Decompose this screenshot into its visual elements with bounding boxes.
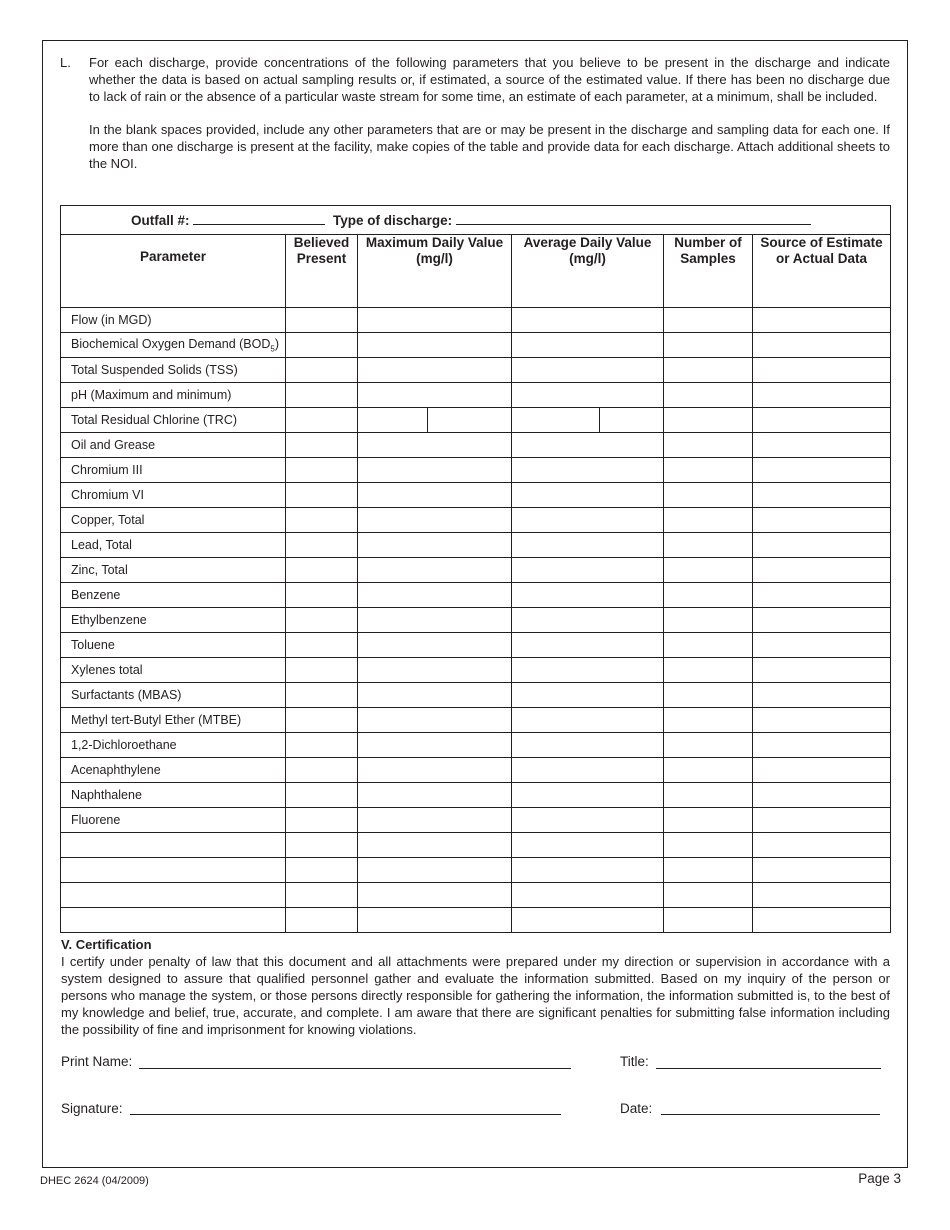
max-daily-a-cell[interactable] (358, 358, 512, 383)
parameter-name: pH (Maximum and minimum) (61, 383, 286, 408)
believed-present-cell[interactable] (286, 758, 358, 783)
table-row (61, 633, 891, 658)
avg-daily-a-cell[interactable] (512, 808, 664, 833)
number-of-samples-cell[interactable] (664, 758, 753, 783)
certification-heading: V. Certification (61, 937, 152, 952)
parameter-name: Naphthalene (61, 783, 286, 808)
believed-present-cell[interactable] (286, 483, 358, 508)
avg-daily-a-cell[interactable] (512, 583, 664, 608)
believed-present-cell[interactable] (286, 333, 358, 358)
number-of-samples-cell[interactable] (664, 383, 753, 408)
avg-daily-a-cell[interactable] (512, 333, 664, 358)
parameter-name: Xylenes total (61, 658, 286, 683)
table-row (61, 433, 891, 458)
number-of-samples-cell[interactable] (664, 808, 753, 833)
parameter-name: Biochemical Oxygen Demand $(BOD_5)$ (61, 333, 286, 358)
source-cell[interactable] (753, 608, 891, 633)
parameter-name (61, 908, 286, 933)
max-daily-a-cell[interactable] (358, 533, 512, 558)
parameter-name (61, 883, 286, 908)
believed-present-cell[interactable] (286, 383, 358, 408)
max-daily-a-cell[interactable] (358, 408, 428, 433)
table-row (61, 458, 891, 483)
table-row (61, 683, 891, 708)
source-cell[interactable] (753, 733, 891, 758)
avg-daily-a-cell[interactable] (512, 683, 664, 708)
table-row (61, 333, 891, 358)
source-cell[interactable] (753, 558, 891, 583)
source-cell[interactable] (753, 658, 891, 683)
table-row (61, 808, 891, 833)
max-daily-a-cell[interactable] (358, 433, 512, 458)
page-number: Page 3 (858, 1171, 901, 1186)
certification-section (61, 936, 890, 1038)
number-of-samples-cell[interactable] (664, 833, 753, 858)
believed-present-cell[interactable] (286, 683, 358, 708)
max-daily-a-cell[interactable] (358, 458, 512, 483)
source-cell[interactable] (753, 783, 891, 808)
source-cell[interactable] (753, 908, 891, 933)
parameter-name: Lead, Total (61, 533, 286, 558)
table-row (61, 833, 891, 858)
number-of-samples-cell[interactable] (664, 558, 753, 583)
max-daily-a-cell[interactable] (358, 508, 512, 533)
avg-daily-b-cell[interactable] (600, 408, 664, 433)
table-row (61, 408, 891, 433)
avg-daily-a-cell[interactable] (512, 408, 600, 433)
number-of-samples-cell[interactable] (664, 358, 753, 383)
parameter-name: Acenaphthylene (61, 758, 286, 783)
believed-present-cell[interactable] (286, 783, 358, 808)
avg-daily-a-cell[interactable] (512, 833, 664, 858)
max-daily-b-cell[interactable] (428, 408, 512, 433)
source-cell[interactable] (753, 758, 891, 783)
believed-present-cell[interactable] (286, 533, 358, 558)
number-of-samples-cell[interactable] (664, 308, 753, 333)
table-row (61, 658, 891, 683)
avg-daily-a-cell[interactable] (512, 633, 664, 658)
avg-daily-a-cell[interactable] (512, 783, 664, 808)
source-cell[interactable] (753, 358, 891, 383)
number-of-samples-cell[interactable] (664, 658, 753, 683)
source-cell[interactable] (753, 483, 891, 508)
number-of-samples-cell[interactable] (664, 783, 753, 808)
number-of-samples-cell[interactable] (664, 908, 753, 933)
parameter-name: Flow (in MGD) (61, 308, 286, 333)
believed-present-cell[interactable] (286, 908, 358, 933)
max-daily-a-cell[interactable] (358, 583, 512, 608)
max-daily-a-cell[interactable] (358, 683, 512, 708)
outfall-label: Outfall #: (131, 213, 190, 228)
table-row (61, 583, 891, 608)
certification-text: I certify under penalty of law that this document and all attachments were prepared under my direction or supervision in accordance with a system designed to assure that qualified personnel gather and evaluate the information submitted. Based on my inquiry of the person or persons who manage the system, or those persons directly responsible for gathering the information, the information submitted is, to the best of my knowledge and belief, true, accurate, and complete. I am aware that there are significant penalties for submitting false information including the possibility of fine and imprisonment for knowing violations. (61, 954, 890, 1037)
parameter-name (61, 858, 286, 883)
number-of-samples-cell[interactable] (664, 433, 753, 458)
table-row (61, 733, 891, 758)
parameter-name: Total Suspended Solids (TSS) (61, 358, 286, 383)
parameter-name: Methyl tert-Butyl Ether (MTBE) (61, 708, 286, 733)
date-label: Date: (620, 1101, 653, 1116)
max-daily-a-cell[interactable] (358, 883, 512, 908)
number-of-samples-cell[interactable] (664, 858, 753, 883)
parameter-name: Total Residual Chlorine (TRC) (61, 408, 286, 433)
table-row (61, 558, 891, 583)
print-name-label: Print Name: (61, 1054, 133, 1069)
believed-present-cell[interactable] (286, 858, 358, 883)
avg-daily-a-cell[interactable] (512, 458, 664, 483)
table-row (61, 533, 891, 558)
parameter-name: Ethylbenzene (61, 608, 286, 633)
source-cell[interactable] (753, 833, 891, 858)
number-of-samples-cell[interactable] (664, 483, 753, 508)
header-number-of-samples: Number of Samples (664, 235, 753, 308)
avg-daily-a-cell[interactable] (512, 733, 664, 758)
signature-row (61, 1101, 123, 1116)
parameter-name: Surfactants (MBAS) (61, 683, 286, 708)
number-of-samples-cell[interactable] (664, 583, 753, 608)
max-daily-a-cell[interactable] (358, 833, 512, 858)
number-of-samples-cell[interactable] (664, 883, 753, 908)
max-daily-a-cell[interactable] (358, 608, 512, 633)
avg-daily-a-cell[interactable] (512, 558, 664, 583)
parameter-name: Zinc, Total (61, 558, 286, 583)
believed-present-cell[interactable] (286, 808, 358, 833)
source-cell[interactable] (753, 708, 891, 733)
table-row (61, 758, 891, 783)
number-of-samples-cell[interactable] (664, 333, 753, 358)
print-name-row (61, 1054, 132, 1069)
section-l (60, 54, 890, 172)
believed-present-cell[interactable] (286, 608, 358, 633)
parameter-name: Benzene (61, 583, 286, 608)
max-daily-a-cell[interactable] (358, 758, 512, 783)
source-cell[interactable] (753, 683, 891, 708)
believed-present-cell[interactable] (286, 658, 358, 683)
source-cell[interactable] (753, 533, 891, 558)
max-daily-a-cell[interactable] (358, 708, 512, 733)
max-daily-a-cell[interactable] (358, 333, 512, 358)
avg-daily-a-cell[interactable] (512, 858, 664, 883)
max-daily-a-cell[interactable] (358, 483, 512, 508)
parameter-name: Chromium III (61, 458, 286, 483)
avg-daily-a-cell[interactable] (512, 433, 664, 458)
believed-present-cell[interactable] (286, 433, 358, 458)
header-avg-daily-value: Average Daily Value (mg/l) (512, 235, 664, 308)
believed-present-cell[interactable] (286, 508, 358, 533)
header-believed-present: Believed Present (286, 235, 358, 308)
avg-daily-a-cell[interactable] (512, 708, 664, 733)
avg-daily-a-cell[interactable] (512, 383, 664, 408)
table-row (61, 308, 891, 333)
source-cell[interactable] (753, 308, 891, 333)
parameter-name: Fluorene (61, 808, 286, 833)
table-row (61, 858, 891, 883)
max-daily-a-cell[interactable] (358, 908, 512, 933)
signature-label: Signature: (61, 1101, 123, 1116)
believed-present-cell[interactable] (286, 583, 358, 608)
believed-present-cell[interactable] (286, 633, 358, 658)
believed-present-cell[interactable] (286, 408, 358, 433)
form-id: DHEC 2624 (04/2009) (40, 1175, 149, 1187)
max-daily-a-cell[interactable] (358, 808, 512, 833)
number-of-samples-cell[interactable] (664, 508, 753, 533)
parameter-name: 1,2-Dichloroethane (61, 733, 286, 758)
section-l-paragraph-2: In the blank spaces provided, include any other parameters that are or may be present in the discharge and sampling data for each one. If more than one discharge is present at the facility, make copies of the table and provide data for each discharge. Attach additional sheets to the NOI. (89, 122, 890, 171)
believed-present-cell[interactable] (286, 558, 358, 583)
max-daily-a-cell[interactable] (358, 633, 512, 658)
table-row (61, 383, 891, 408)
avg-daily-a-cell[interactable] (512, 308, 664, 333)
believed-present-cell[interactable] (286, 708, 358, 733)
source-cell[interactable] (753, 508, 891, 533)
believed-present-cell[interactable] (286, 358, 358, 383)
source-cell[interactable] (753, 858, 891, 883)
avg-daily-a-cell[interactable] (512, 508, 664, 533)
avg-daily-a-cell[interactable] (512, 608, 664, 633)
outfall-row (61, 206, 891, 235)
table-header-row (61, 235, 891, 308)
table-row (61, 608, 891, 633)
table-row (61, 883, 891, 908)
parameter-name (61, 833, 286, 858)
avg-daily-a-cell[interactable] (512, 358, 664, 383)
max-daily-a-cell[interactable] (358, 558, 512, 583)
source-cell[interactable] (753, 433, 891, 458)
number-of-samples-cell[interactable] (664, 533, 753, 558)
number-of-samples-cell[interactable] (664, 708, 753, 733)
believed-present-cell[interactable] (286, 833, 358, 858)
table-row (61, 908, 891, 933)
source-cell[interactable] (753, 458, 891, 483)
max-daily-a-cell[interactable] (358, 783, 512, 808)
avg-daily-a-cell[interactable] (512, 658, 664, 683)
believed-present-cell[interactable] (286, 883, 358, 908)
max-daily-a-cell[interactable] (358, 308, 512, 333)
table-row (61, 483, 891, 508)
source-cell[interactable] (753, 883, 891, 908)
max-daily-a-cell[interactable] (358, 658, 512, 683)
max-daily-a-cell[interactable] (358, 858, 512, 883)
parameter-name: Chromium VI (61, 483, 286, 508)
avg-daily-a-cell[interactable] (512, 758, 664, 783)
source-cell[interactable] (753, 583, 891, 608)
section-l-paragraph-1: For each discharge, provide concentrations of the following parameters that you believe to be present in the discharge and indicate whether the data is based on actual sampling results or, if estimated, a source of the estimated value. If there has been no discharge due to lack of rain or the absence of a particular waste stream for some time, an estimate of each parameter, at a minimum, shall be included. (89, 55, 890, 104)
avg-daily-a-cell[interactable] (512, 908, 664, 933)
number-of-samples-cell[interactable] (664, 733, 753, 758)
source-cell[interactable] (753, 808, 891, 833)
table-row (61, 783, 891, 808)
title-label: Title: (620, 1054, 649, 1069)
source-cell[interactable] (753, 408, 891, 433)
believed-present-cell[interactable] (286, 733, 358, 758)
parameters-table (60, 205, 891, 933)
title-row (620, 1054, 649, 1069)
believed-present-cell[interactable] (286, 308, 358, 333)
believed-present-cell[interactable] (286, 458, 358, 483)
type-of-discharge-field[interactable] (456, 212, 811, 225)
source-cell[interactable] (753, 333, 891, 358)
max-daily-a-cell[interactable] (358, 733, 512, 758)
number-of-samples-cell[interactable] (664, 458, 753, 483)
parameter-name: Copper, Total (61, 508, 286, 533)
type-of-discharge-label: Type of discharge: (333, 213, 453, 228)
number-of-samples-cell[interactable] (664, 683, 753, 708)
outfall-number-field[interactable] (193, 212, 325, 225)
source-cell[interactable] (753, 633, 891, 658)
number-of-samples-cell[interactable] (664, 608, 753, 633)
section-letter: L. (60, 55, 71, 70)
avg-daily-a-cell[interactable] (512, 883, 664, 908)
source-cell[interactable] (753, 383, 891, 408)
parameter-name: Oil and Grease (61, 433, 286, 458)
number-of-samples-cell[interactable] (664, 633, 753, 658)
date-row (620, 1101, 652, 1116)
parameter-name: Toluene (61, 633, 286, 658)
number-of-samples-cell[interactable] (664, 408, 753, 433)
header-source: Source of Estimate or Actual Data (753, 235, 891, 308)
max-daily-a-cell[interactable] (358, 383, 512, 408)
avg-daily-a-cell[interactable] (512, 533, 664, 558)
table-row (61, 708, 891, 733)
table-row (61, 508, 891, 533)
avg-daily-a-cell[interactable] (512, 483, 664, 508)
header-max-daily-value: Maximum Daily Value (mg/l) (358, 235, 512, 308)
header-parameter: Parameter (61, 235, 286, 308)
table-row (61, 358, 891, 383)
